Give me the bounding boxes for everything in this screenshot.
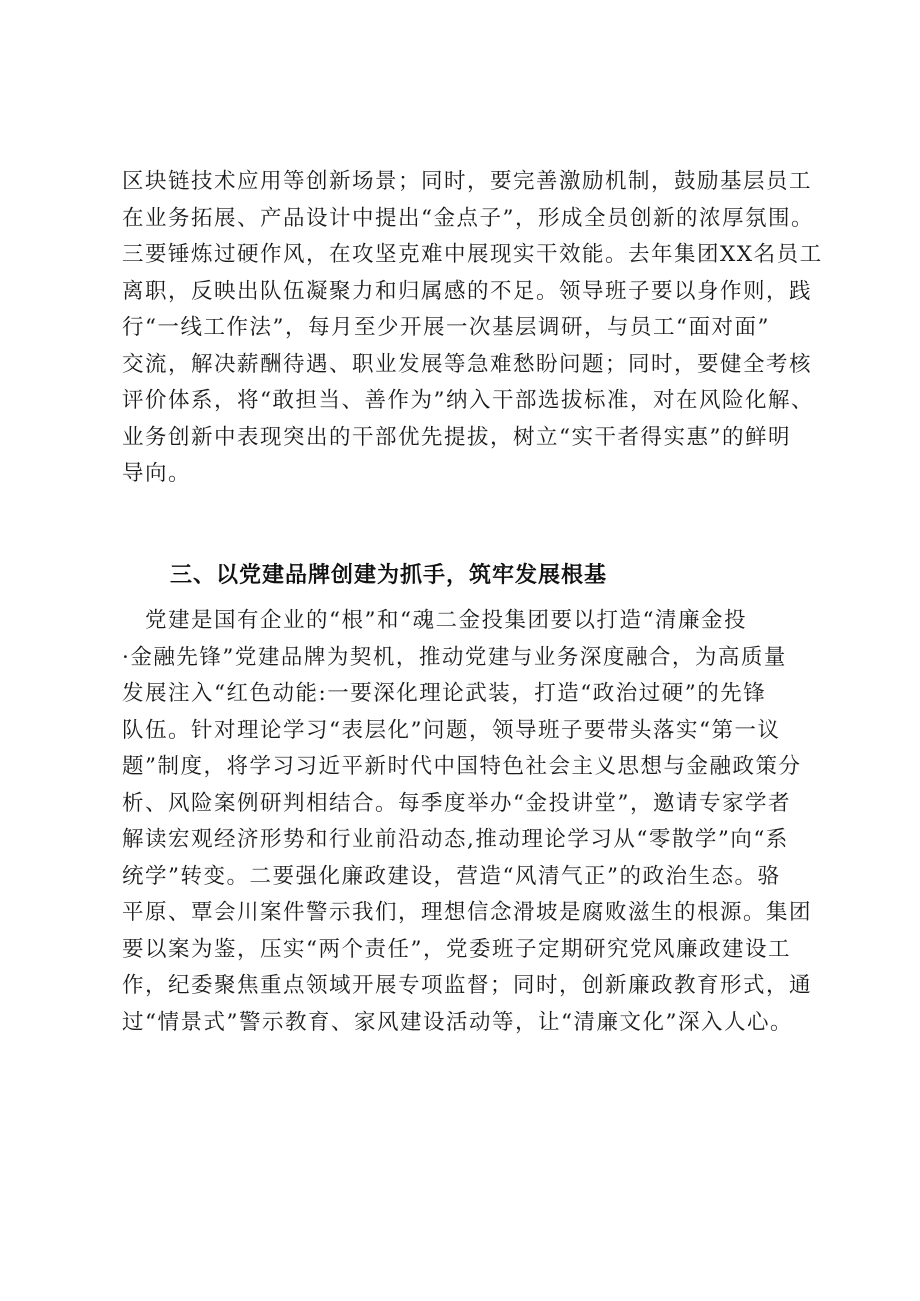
text-line: 平原、覃会川案件警示我们，理想信念滑坡是腐败滋生的根源。集团 [122,900,813,925]
text-line: 区块链技术应用等创新场景；同时，要完善激励机制，鼓励基层员工 [122,169,813,194]
text-line: 导向。 [122,461,192,486]
text-line: 要以案为鉴，压实“两个责任”，党委班子定期研究党风廉政建设工 [122,936,791,962]
text-line: 发展注入“红色动能:一要深化理论武装，打造“政治过硬”的先锋 [122,681,767,706]
text-line: 队伍。针对理论学习“表层化”问题，领导班子要带头落实“第一议 [122,717,781,743]
text-line: 业务创新中表现突出的干部优先提拔，树立“实干者得实惠”的鲜明 [122,424,791,450]
text-line: 过“情景式”警示教育、家风建设活动等，让“清廉文化”深入人心。 [122,1009,793,1035]
text-line: 题”制度，将学习习近平新时代中国特色社会主义思想与金融政策分 [122,754,802,779]
section-2-tail-paragraph [122,164,822,493]
text-line: 析、风险案例研判相结合。每季度举办“金投讲堂”，邀请专家学者 [122,790,791,816]
text-line: 作，纪委聚焦重点领域开展专项监督；同时，创新廉政教育形式，通 [122,973,813,998]
section-3-paragraph [122,603,822,1041]
text-line: 在业务拓展、产品设计中提出“金点子”，形成全员创新的浓厚氛围。 [122,205,814,231]
section-3-heading: 三、以党建品牌创建为抓手，筑牢发展根基 [170,563,608,588]
text-line: ·金融先锋”党建品牌为契机，推动党建与业务深度融合，为高质量 [122,644,787,670]
text-line: 行“一线工作法”，每月至少开展一次基层调研，与员工“面对面” [122,315,770,340]
text-line: 党建是国有企业的“根”和“魂二金投集团要以打造“清廉金投 [122,608,747,633]
text-line: 解读宏观经济形势和行业前沿动态,推动理论学习从“零散学”向“系 [122,827,789,852]
text-line: 三要锤炼过硬作风，在攻坚克难中展现实干效能。去年集团XX名员工 [122,242,823,267]
text-line: 评价体系，将“敢担当、善作为”纳入干部选拔标准，对在风险化解、 [122,388,814,413]
text-line: 统学”转变。二要强化廉政建设，营造“风清气正”的政治生态。骆 [122,863,781,889]
text-line: 交流，解决薪酬待遇、职业发展等急难愁盼问题；同时，要健全考核 [122,351,813,377]
text-line: 离职，反映出队伍凝聚力和归属感的不足。领导班子要以身作则，践 [122,278,813,304]
